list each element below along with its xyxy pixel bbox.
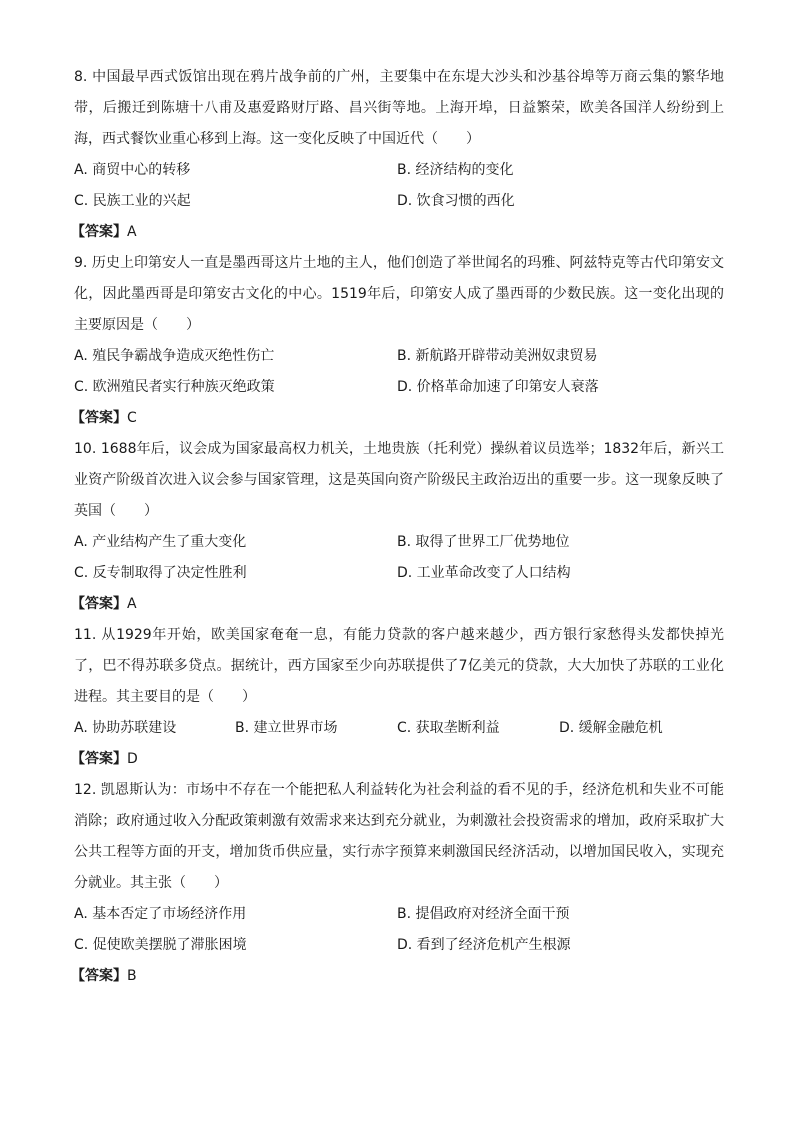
answer-value: D bbox=[127, 751, 138, 767]
option-a: A. 殖民争霸战争造成灭绝性伤亡 bbox=[74, 348, 275, 364]
answer-value: B bbox=[127, 968, 137, 984]
answer-line bbox=[71, 961, 724, 992]
option-b: B. 建立世界市场 bbox=[235, 720, 338, 736]
option-d: D. 缓解金融危机 bbox=[559, 720, 663, 736]
answer-tag: 【答案】 bbox=[71, 751, 127, 767]
option-d: D. 看到了经济危机产生根源 bbox=[397, 937, 571, 953]
option-list bbox=[74, 155, 724, 217]
answer-value: A bbox=[127, 224, 137, 240]
option-b: B. 经济结构的变化 bbox=[397, 162, 514, 178]
exam-page bbox=[71, 62, 724, 992]
option-list bbox=[74, 899, 724, 961]
answer-line bbox=[71, 589, 724, 620]
option-d: D. 饮食习惯的西化 bbox=[397, 193, 515, 209]
answer-tag: 【答案】 bbox=[71, 596, 127, 612]
answer-tag: 【答案】 bbox=[71, 224, 127, 240]
option-a: A. 产业结构产生了重大变化 bbox=[74, 534, 247, 550]
option-b: B. 新航路开辟带动美洲奴隶贸易 bbox=[397, 348, 598, 364]
question-12 bbox=[71, 775, 724, 992]
option-b: B. 取得了世界工厂优势地位 bbox=[397, 534, 570, 550]
answer-tag: 【答案】 bbox=[71, 410, 127, 426]
question-9 bbox=[71, 248, 724, 434]
option-c: C. 欧洲殖民者实行种族灭绝政策 bbox=[74, 379, 275, 395]
option-list bbox=[74, 341, 724, 403]
option-list bbox=[74, 713, 724, 744]
answer-value: A bbox=[127, 596, 137, 612]
question-stem: 8. 中国最早西式饭馆出现在鸦片战争前的广州，主要集中在东堤大沙头和沙基谷埠等万商云集的繁华地带，后搬迁到陈塘十八甫及惠爱路财厅路、昌兴街等地。上海开埠，日益繁荣，欧美各国洋人纷纷到上海，西式餐饮业重心移到上海。这一变化反映了中国近代（ ） bbox=[74, 69, 724, 147]
option-a: A. 商贸中心的转移 bbox=[74, 162, 191, 178]
question-11 bbox=[71, 620, 724, 775]
option-a: A. 基本否定了市场经济作用 bbox=[74, 906, 247, 922]
option-a: A. 协助苏联建设 bbox=[74, 720, 177, 736]
question-stem: 9. 历史上印第安人一直是墨西哥这片土地的主人，他们创造了举世闻名的玛雅、阿兹特克等古代印第安文化，因此墨西哥是印第安古文化的中心。1519年后，印第安人成了墨西哥的少数民族。这一变化出现的主要原因是（ ） bbox=[74, 255, 724, 333]
question-8 bbox=[71, 62, 724, 248]
option-b: B. 提倡政府对经济全面干预 bbox=[397, 906, 570, 922]
answer-line bbox=[71, 403, 724, 434]
question-stem: 10. 1688年后，议会成为国家最高权力机关，土地贵族（托利党）操纵着议员选举；1832年后，新兴工业资产阶级首次进入议会参与国家管理，这是英国向资产阶级民主政治迈出的重要一步。这一现象反映了英国（ ） bbox=[74, 441, 724, 519]
answer-line bbox=[71, 217, 724, 248]
answer-value: C bbox=[127, 410, 137, 426]
question-10 bbox=[71, 434, 724, 620]
option-d: D. 工业革命改变了人口结构 bbox=[397, 565, 571, 581]
option-list bbox=[74, 527, 724, 589]
question-stem: 11. 从1929年开始，欧美国家奄奄一息，有能力贷款的客户越来越少，西方银行家愁得头发都快掉光了，巴不得苏联多贷点。据统计，西方国家至少向苏联提供了7亿美元的贷款，大大加快了苏联的工业化进程。其主要目的是（ ） bbox=[74, 627, 724, 705]
answer-line bbox=[71, 744, 724, 775]
option-c: C. 促使欧美摆脱了滞胀困境 bbox=[74, 937, 247, 953]
option-d: D. 价格革命加速了印第安人衰落 bbox=[397, 379, 599, 395]
option-c: C. 民族工业的兴起 bbox=[74, 193, 191, 209]
answer-tag: 【答案】 bbox=[71, 968, 127, 984]
option-c: C. 获取垄断利益 bbox=[397, 720, 500, 736]
option-c: C. 反专制取得了决定性胜利 bbox=[74, 565, 247, 581]
question-stem: 12. 凯恩斯认为：市场中不存在一个能把私人利益转化为社会利益的看不见的手，经济危机和失业不可能消除；政府通过收入分配政策刺激有效需求来达到充分就业，为刺激社会投资需求的增加，政府采取扩大公共工程等方面的开支，增加货币供应量，实行赤字预算来刺激国民经济活动，以增加国民收入，实现充分就业。其主张（ ） bbox=[74, 782, 724, 891]
